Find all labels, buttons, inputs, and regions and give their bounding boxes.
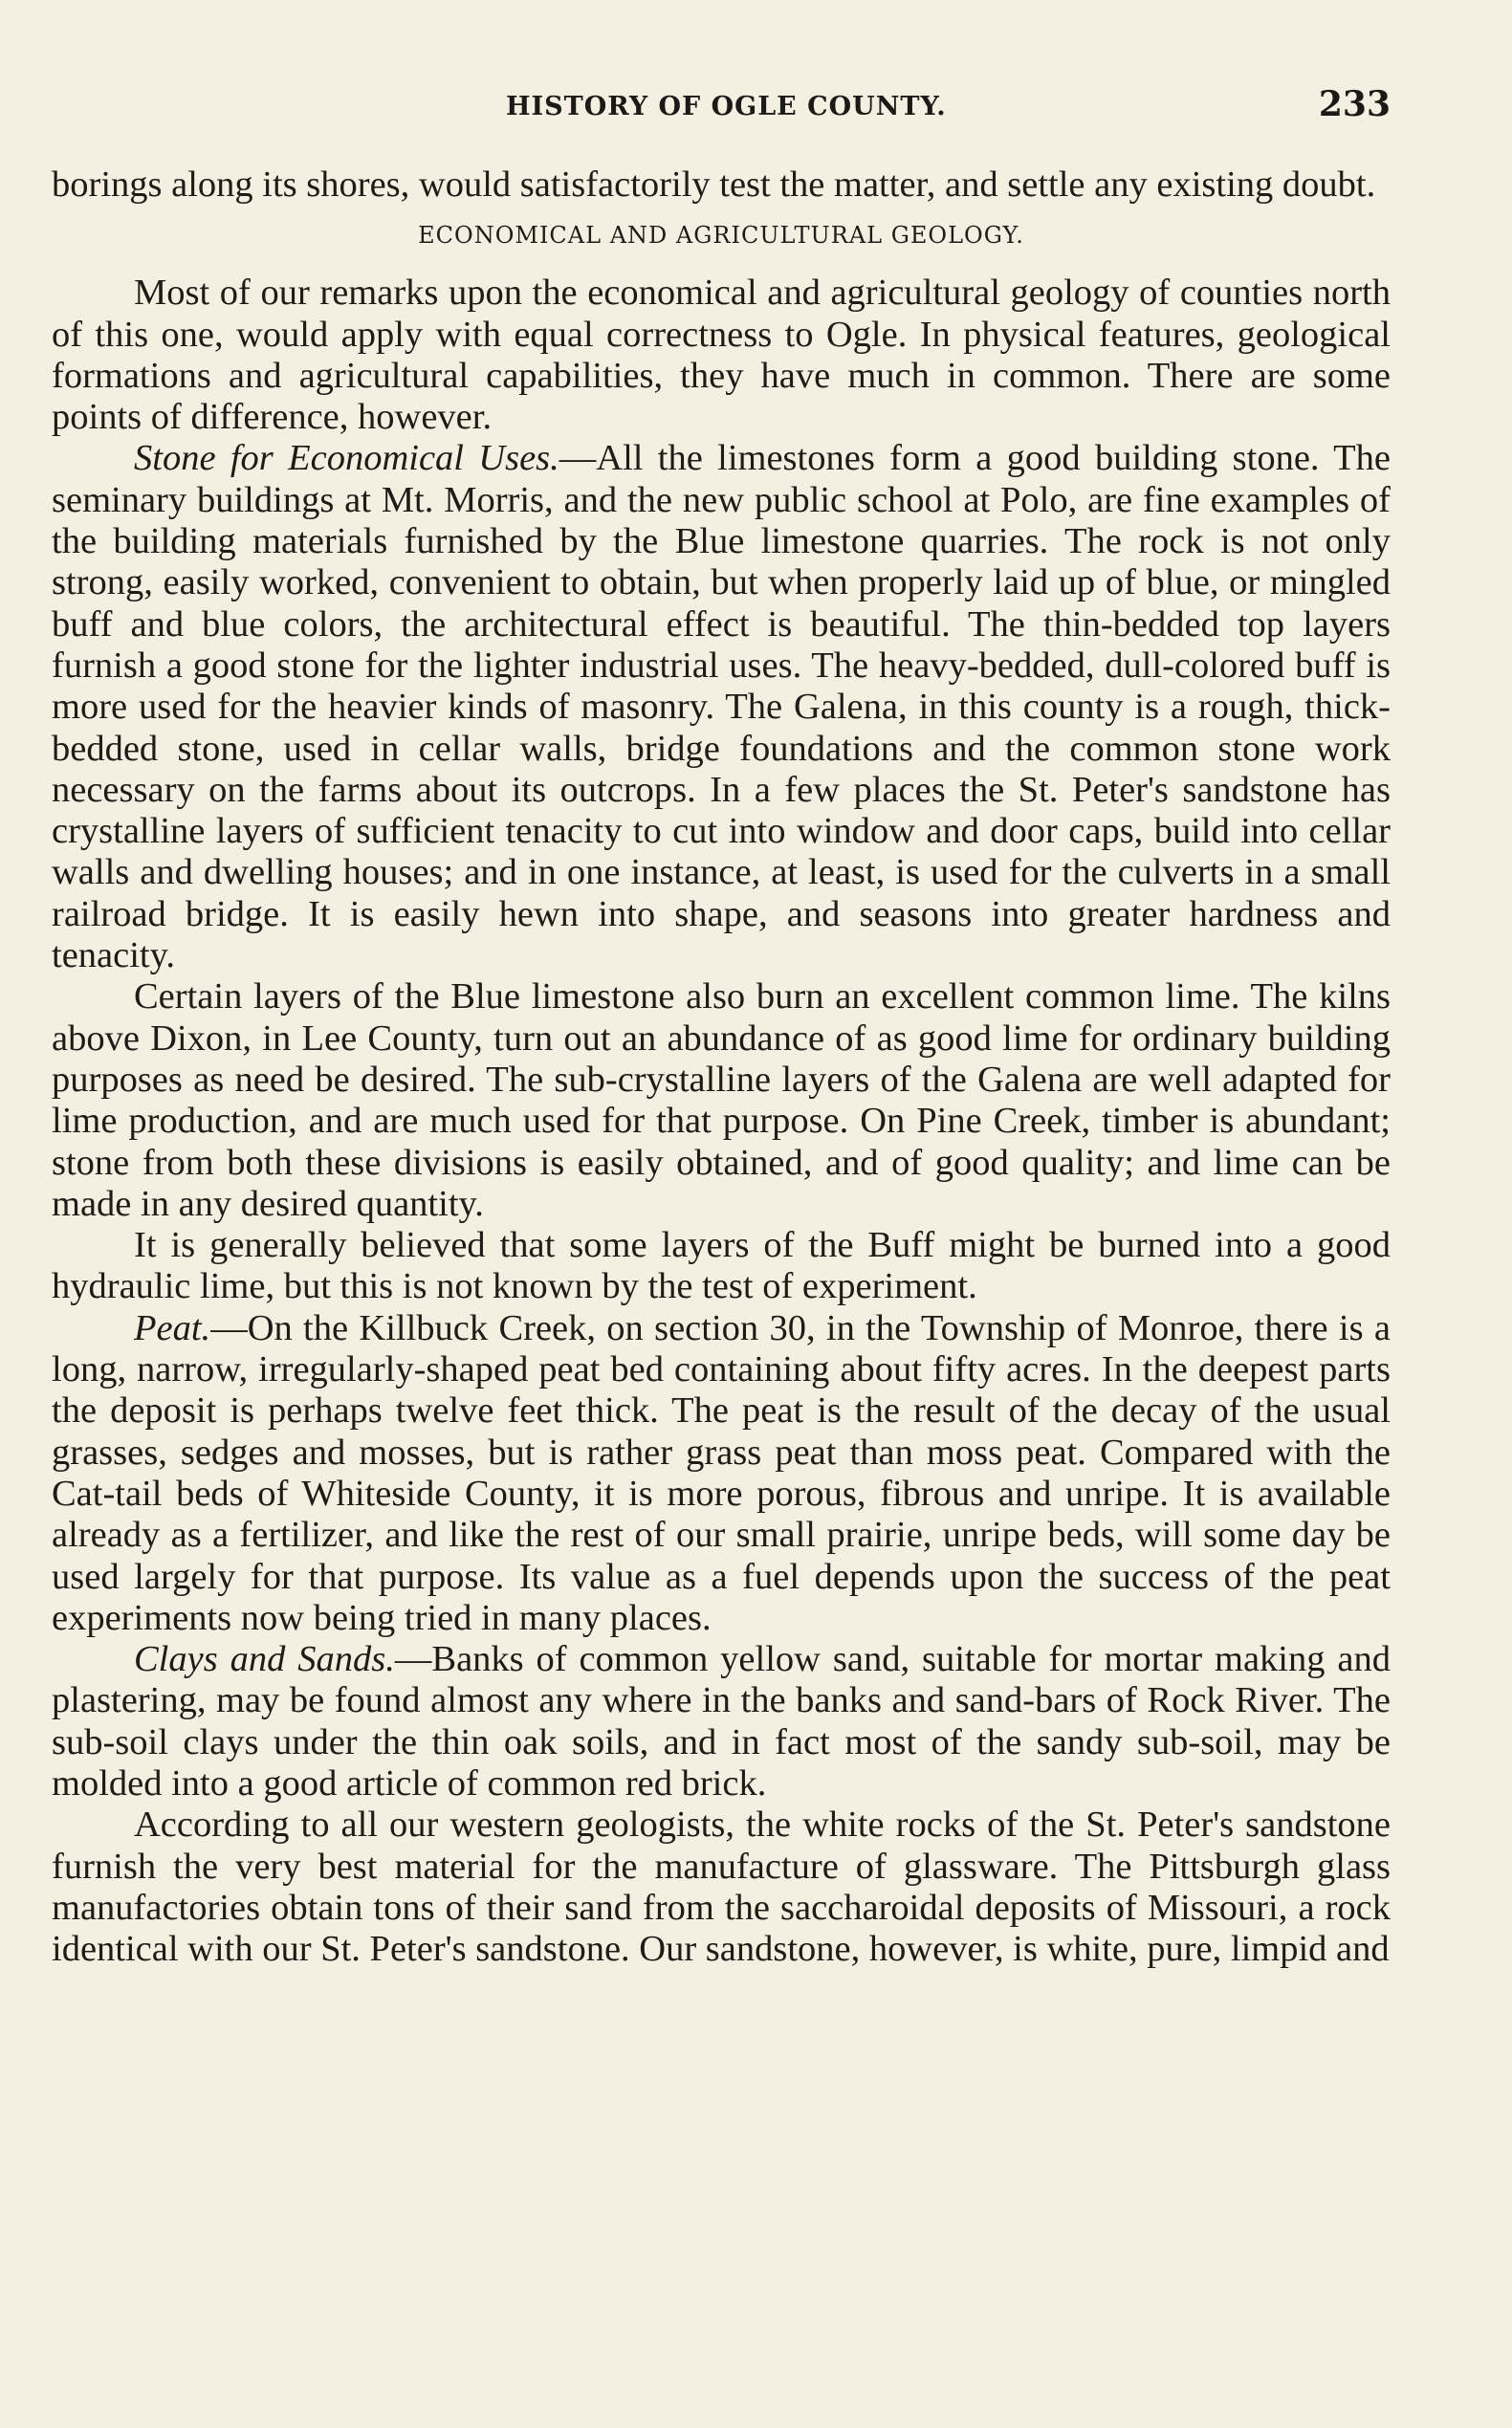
opening-paragraph: borings along its shores, would satisfactorily test the matter, and settle any existing doubt. [52, 164, 1376, 205]
page-header [52, 84, 1391, 132]
paragraph-peat-text: —On the Killbuck Creek, on section 30, in the Township of Monroe, there is a long, narrow, irregularly-shaped peat bed containing about fifty acres. In the deepest parts the deposit is perhaps twelve feet thick. The peat is the result of the decay of the usual grasses, sedges and mosses, but is rather grass peat than moss peat. Compared with the Cat-tail beds of Whiteside County, it is more porous, fibrous and unripe. It is available already as a fertilizer, and like the rest of our small prairie, unripe beds, will some day be used largely for that purpose. Its value as a fuel depends upon the success of the peat experiments now being tried in many places. [52, 1307, 1391, 1638]
paragraph-lime: Certain layers of the Blue limestone also burn an excellent common lime. The kilns above Dixon, in Lee County, turn out an abundance of as good lime for ordinary building purposes as need be desired. The sub-crystalline layers of the Galena are well adapted for lime production, and are much used for that purpose. On Pine Creek, timber is abundant; stone from both these divisions is easily obtained, and of good quality; and lime can be made in any desired quantity. [52, 976, 1391, 1224]
body-text [52, 164, 1391, 1970]
paragraph-clays-text: —Banks of common yellow sand, suitable for mortar making and plastering, may be found almost any where in the banks and sand-bars of Rock River. The sub-soil clays under the thin oak soils, and in fact most of the sandy sub-soil, may be molded into a good article of common red brick. [52, 1639, 1391, 1804]
running-head: HISTORY OF OGLE COUNTY. [506, 92, 947, 121]
subhead-peat: Peat. [134, 1307, 211, 1348]
subhead-stone: Stone for Economical Uses. [134, 438, 559, 479]
paragraph-clays [52, 1639, 1391, 1805]
paragraph-hydraulic-lime: It is generally believed that some layers of the Buff might be burned into a good hydraulic lime, but this is not known by the test of experiment. [52, 1225, 1391, 1307]
paragraph-intro: Most of our remarks upon the economical and agricultural geology of counties north of this one, would apply with equal correctness to Ogle. In physical features, geological formations and agricultural capabilities, they have much in common. There are some points of difference, however. [52, 273, 1391, 438]
paragraph-stone [52, 438, 1391, 976]
paragraph-stone-text: —All the limestones form a good building stone. The seminary buildings at Mt. Morris, and the new public school at Polo, are fine examples of the building materials furnished by the Blue limestone quarries. The rock is not only strong, easily worked, convenient to obtain, but when properly laid up of blue, or mingled buff and blue colors, the architectural effect is beautiful. The thin-bedded top layers furnish a good stone for the lighter industrial uses. The heavy-bedded, dull-colored buff is more used for the heavier kinds of masonry. The Galena, in this county is a rough, thick-bedded stone, used in cellar walls, bridge foundations and the common stone work necessary on the farms about its outcrops. In a few places the St. Peter's sandstone has crystalline layers of sufficient tenacity to cut into window and door caps, build into cellar walls and dwelling houses; and in one instance, at least, is used for the culverts in a small railroad bridge. It is easily hewn into shape, and seasons into greater hardness and tenacity. [52, 438, 1391, 976]
page-number: 233 [1318, 84, 1391, 124]
paragraph-peat [52, 1308, 1391, 1639]
paragraph-glass: According to all our western geologists, the white rocks of the St. Peter's sandstone furnish the very best material for the manufacture of glassware. The Pittsburgh glass manufactories obtain tons of their sand from the saccharoidal deposits of Missouri, a rock identical with our St. Peter's sandstone. Our sandstone, however, is white, pure, limpid and [52, 1805, 1391, 1970]
section-heading: ECONOMICAL AND AGRICULTURAL GEOLOGY. [418, 222, 1024, 250]
subhead-clays: Clays and Sands. [134, 1639, 395, 1680]
